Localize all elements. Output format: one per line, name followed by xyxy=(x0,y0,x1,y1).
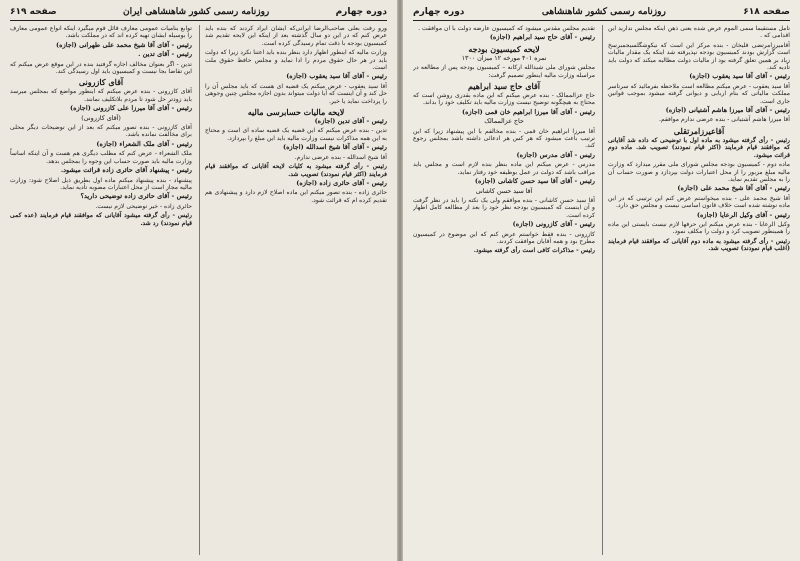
paragraph: ماده دوم - کمیسیون بودجه مجلس شورای ملی مقرر میدارد که وزارت مالیه مبلغ مزبور را از محل اعتبارات دولت بپردازد و صورت حساب آن را به مجلس تقدیم نماید. xyxy=(608,161,790,183)
speaker-line: رئیس - آقای تدین . xyxy=(138,50,192,59)
left-page-column-left xyxy=(10,25,192,555)
paragraph: آقا میرزا ابراهیم خان قمی - بنده مخالفم با این پیشنهاد زیرا که این ترتیب باعث میشود که هر کس هر ادعائی داشته باشد بمجلس رجوع کند. xyxy=(413,127,595,150)
paragraph: آقا سید حسن کاشانی - بنده موافقم ولی یک نکته را باید در نظر گرفت و آن اینست که کمیسیون بودجه نظر خود را بعد از مطالعه کامل اظهار کرده است. xyxy=(413,196,595,219)
paragraph: ورو رفت بعلی صاحب‌الرضا ایرانی‌که ایشان ایراد کردند که بنده باید عرض کنم که در این دو سال گذشته بعد از اینکه این لایحه تقدیم شد کمیسیون بودجه با دقت تمام رسیدگی کرده است. xyxy=(205,25,387,47)
paragraph: آقا شیخ محمد علی - بنده میخواستم عرض کنم این ترتیبی که در این ماده نوشته شده است خلاف قانون اساسی نیست و مجلس حق دارد. xyxy=(608,194,790,210)
paragraph: وکیل الرعایا - بنده عرض میکنم این حرفها لازم نیست بایستی این ماده را همینطور تصویب کرد و دولت را مکلف نمود. xyxy=(608,220,790,236)
paragraph: آقای کازرونی - بنده عرض میکنم که اینطور مواضع که بمجلس میرسد باید زودتر حل شود تا مردم بلاتکلیف نمانند. xyxy=(10,88,192,103)
speaker-line: رئیس - آقای آقا شیخ اسدالله (اجازه) xyxy=(282,143,387,152)
left-session-label: دوره چهارم xyxy=(335,7,387,17)
paragraph: توابع بنامیات عمومی معارف قائل قوم میگیرد اینکه انواع عمومی معارف را بوسیله ایشان تهیه کرده اند که در مملکت باشد. xyxy=(10,25,192,40)
motion-line: رئیس - مذاکرات کافی است رأی گرفته میشود. xyxy=(473,247,595,255)
speaker-line: رئیس - آقای مدرس (اجازه) xyxy=(516,150,595,159)
left-page xyxy=(0,0,397,561)
paragraph: ملک الشعراء - عرض کنم که مطلب دیگری هم هست و آن اینکه اساساً وزارت مالیه باید صورت حساب این وجوه را بمجلس بدهد. xyxy=(10,150,192,165)
speaker-line: رئیس - پیشنهاد آقای حائری زاده قرائت میشود. xyxy=(60,166,192,175)
right-page-columns xyxy=(413,25,790,555)
paragraph: تامل مستقیماً سمی الموم عرض شده بعنی ذهن اینکه مجلس ندارید این اقدامی که . xyxy=(608,25,790,40)
paragraph: آقا سید یعقوب - عرض میکنم یک قضیه ای هست که باید مجلس آن را حل کند و آن اینست که آیا دولت میتواند بدون اجازه مجلس چنین وجوهی را پرداخت نماید یا خیر. xyxy=(205,82,387,105)
motion-line: رئیس - رأی گرفته میشود آقایانی که موافقند قیام فرمایند (عده کمی قیام نمودند) رد شد. xyxy=(10,212,192,227)
left-journal-title: روزنامه رسمی کشور شاهنشاهی ایران xyxy=(123,7,270,17)
section-title: لایحه کمیسیون بودجه xyxy=(468,43,540,54)
section-title: آقای حاج سید ابراهیم xyxy=(467,81,540,92)
paragraph: آقامیرزامرتضی قلیخان - بنده مرکز این است که نیکوشگلسیجمبرسخ است گزارش بودند کمیسیون بودجه نپذیرفته شد اینکه یک مقدار مالیات زیاد بر همین تعلق گرفته بود از مالیات دولت مطالبه میکند که دولت باید تأدیه کند. xyxy=(608,41,790,72)
speaker-line: رئیس - آقای تدین (اجازه) xyxy=(314,117,387,126)
speaker-line: رئیس - آقای آقا میرزا هاشم آشتیانی (اجازه) xyxy=(665,106,790,115)
speaker-line: رئیس - آقای آقا شیخ محمد علی طهرانی (اجازه) xyxy=(56,40,192,49)
speaker-line: رئیس - آقای حاج سید ابراهیم (اجازه) xyxy=(489,33,595,42)
paragraph: حائری زاده - بنده تصور میکنم این ماده اصلاح لازم دارد و پیشنهادی هم تقدیم کرده ام که قرائت شود. xyxy=(205,189,387,204)
speaker-line: رئیس - آقای ملک الشعراء (اجازه) xyxy=(96,139,192,148)
section-title: آقای کازرونی xyxy=(78,77,124,88)
right-page-number: صفحه ۶۱۸ xyxy=(743,7,790,17)
speaker-line: رئیس - آقای آقا میرزا علی کازرونی (اجازه) xyxy=(70,104,192,113)
section-subtitle: آقا سید حسن کاشانی xyxy=(475,187,533,195)
section-subtitle: نمره ۴۰۱ مورخه ۱۲ میزان ۱۳۰۰ xyxy=(461,54,547,62)
speaker-line: رئیس - آقای حائری زاده توضیحی دارید؟ xyxy=(80,192,192,201)
paragraph: آقا سید یعقوب - عرض میکنم مطالعه است ملاحظه بفرمائید که سرتاسر مملکت مالیاتی که بنام اربابی و دیوانی گرفته میشود بموجب قوانین جاری است. xyxy=(608,82,790,105)
right-session-label: دوره چهارم xyxy=(413,7,465,17)
right-page xyxy=(403,0,800,561)
left-page-number: صفحه ۶۱۹ xyxy=(10,7,57,17)
speaker-line: رئیس - آقای وکیل الرعایا (اجازه) xyxy=(696,210,790,219)
paragraph: تقدیم مجلس مقدس میشود که کمیسیون عارضه دولت با آن موافقت . xyxy=(418,25,595,32)
right-page-header xyxy=(413,6,790,21)
speaker-line: رئیس - آقای حائری زاده (اجازه) xyxy=(296,178,387,187)
paragraph: آقای کازرونی - بنده تصور میکنم که بعد از این توضیحات دیگر محلی برای مخالفت نمانده باشد. xyxy=(10,124,192,139)
paragraph: کازرونی - بنده فقط خواستم عرض کنم که این موضوع در کمیسیون مطرح بود و همه آقایان موافقت کردند. xyxy=(413,230,595,245)
right-page-column-left xyxy=(413,25,595,555)
section-title: آقاعیرزامرتقلی xyxy=(673,125,725,136)
speaker-line: رئیس - آقای آقا شیخ محمد علی (اجازه) xyxy=(677,184,790,193)
paragraph: حائری زاده - خیر توضیحی لازم نیست. xyxy=(95,202,192,210)
right-journal-title: روزنامه رسمی کشور شاهنشاهی xyxy=(541,7,666,17)
speaker-line: رئیس - آقای کازرونی (اجازه) xyxy=(512,220,595,229)
motion-line: رئیس - رأی گرفته میشود به ماده اول با توضیحی که داده شد آقایانی که موافقند قیام فرمایند (اکثر قیام نمودند) تصویب شد. ماده دوم قرائت میشود. xyxy=(608,136,790,159)
section-title: لایحه مالیات حسابرسی مالیه xyxy=(247,107,345,118)
section-subtitle: (آقای کازرونی) xyxy=(81,114,121,122)
paragraph: آقا میرزا هاشم آشتیانی - بنده عرضی ندارم موافقم. xyxy=(658,116,790,124)
left-page-columns xyxy=(10,25,387,555)
speaker-line: رئیس - آقای آقا سید یعقوب (اجازه) xyxy=(286,72,387,81)
speaker-line: رئیس - آقای آقا سید یعقوب (اجازه) xyxy=(689,72,790,81)
paragraph: حاج عزالممالک - بنده عرض میکنم که این ماده بقدری روشن است که محتاج به هیچگونه توضیح نیست وزارت مالیه باید تکلیف خود را بداند. xyxy=(413,92,595,107)
paragraph: پیشنهاد - بنده پیشنهاد میکنم ماده اول بطریق ذیل اصلاح شود: وزارت مالیه مجاز است از محل اعتبارات مصوبه تأدیه نماید. xyxy=(10,176,192,191)
motion-line: رئیس - رأی گرفته میشود به کلیات لایحه آقایانی که موافقند قیام فرمایند (اکثر قیام نمودند) تصویب شد. xyxy=(205,163,387,178)
paragraph: مجلس شورای ملی شیدالله ارکانه – کمیسیون بودجه پس از مطالعه در مراسله وزارت مالیه اینطور تصمیم گرفت: xyxy=(413,64,595,79)
left-page-header xyxy=(10,6,387,21)
paragraph: مدرس - عرض میکنم این ماده بنظر بنده لازم است و مجلس باید مراقب باشد که دولت در عمل بوظیفه خود رفتار نماید. xyxy=(413,161,595,176)
motion-line: رئیس - رأی گرفته میشود به ماده دوم آقایانی که موافقند قیام فرمایند (اغلب قیام نمودند) تصویب شد. xyxy=(608,237,790,253)
paragraph: وزارت مالیه که اینطور اظهار دارد بنظر بنده باید اعتنا نکرد زیرا که دولت باید در هر حال حقوق مردم را ادا نماید و مجلس حافظ حقوق ملت است. xyxy=(205,49,387,72)
paragraph: تدین - بنده عرض میکنم که این قضیه یک قضیه ساده ای است و محتاج به این همه مذاکرات نیست وزارت مالیه باید این مبلغ را بپردازد. xyxy=(205,127,387,142)
right-page-column-right xyxy=(602,25,790,555)
left-page-column-right xyxy=(199,25,387,555)
speaker-line: رئیس - آقای آقا میرزا ابراهیم خان قمی (اجازه) xyxy=(461,107,595,116)
speaker-line: رئیس - آقای آقا سید حسن کاشانی (اجازه) xyxy=(474,177,595,186)
paragraph: آقا شیخ اسدالله - بنده عرضی ندارم. xyxy=(294,153,387,161)
paragraph: تدین - اگر بعنوان مخالف اجازه گرفتید بنده در این موقع عرض میکنم که این تقاضا بجا نیست و کمیسیون باید اول رسیدگی کند. xyxy=(10,60,192,76)
section-subtitle: حاج عزالممالک xyxy=(484,118,524,126)
